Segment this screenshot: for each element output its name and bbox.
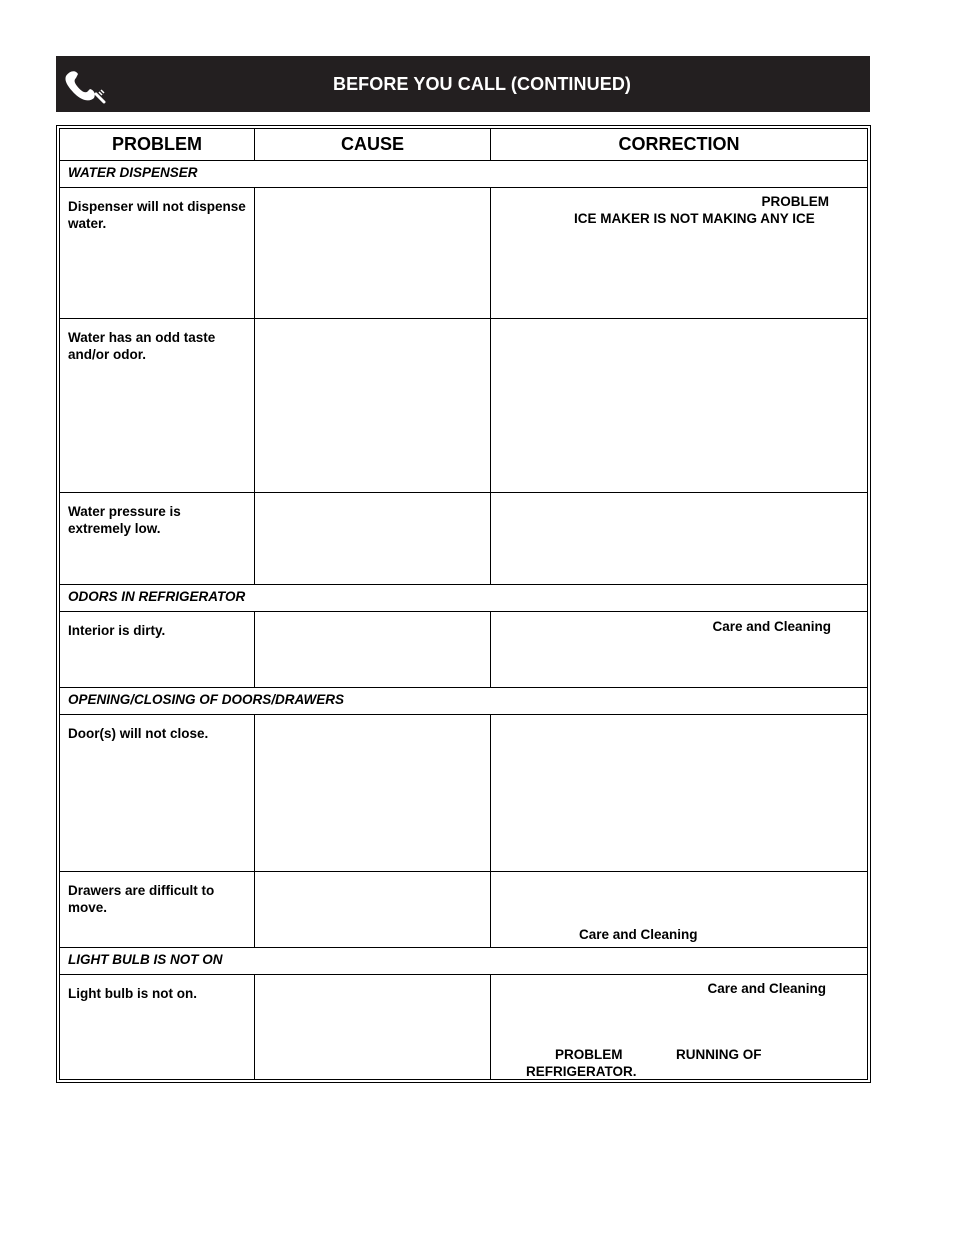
section-title-light-bulb: LIGHT BULB IS NOT ON bbox=[60, 948, 868, 975]
correction-text: Care and Cleaning bbox=[707, 981, 826, 996]
column-header-correction: CORRECTION bbox=[491, 129, 868, 161]
cause-cell bbox=[255, 872, 491, 948]
column-header-cause: CAUSE bbox=[255, 129, 491, 161]
section-title-odors: ODORS IN REFRIGERATOR bbox=[60, 585, 868, 612]
problem-cell: Interior is dirty. bbox=[60, 612, 255, 688]
correction-cell bbox=[491, 493, 868, 585]
problem-cell: Drawers are difficult to move. bbox=[60, 872, 255, 948]
correction-text: Care and Cleaning bbox=[579, 927, 698, 942]
cause-cell bbox=[255, 188, 491, 319]
correction-cell bbox=[491, 975, 868, 1080]
problem-cell: Light bulb is not on. bbox=[60, 975, 255, 1080]
table-row bbox=[60, 975, 868, 1080]
correction-text: ICE MAKER IS NOT MAKING ANY ICE bbox=[574, 211, 815, 226]
problem-cell: Water has an odd taste and/or odor. bbox=[60, 319, 255, 493]
correction-text: Care and Cleaning bbox=[712, 619, 831, 634]
correction-text: RUNNING OF bbox=[676, 1047, 762, 1062]
cause-cell bbox=[255, 975, 491, 1080]
correction-cell bbox=[491, 612, 868, 688]
table-row bbox=[60, 612, 868, 688]
table-row bbox=[60, 319, 868, 493]
correction-text: REFRIGERATOR. bbox=[526, 1064, 637, 1079]
column-header-problem: PROBLEM bbox=[60, 129, 255, 161]
problem-cell: Door(s) will not close. bbox=[60, 715, 255, 872]
page-title: BEFORE YOU CALL (CONTINUED) bbox=[332, 74, 632, 94]
cause-cell bbox=[255, 715, 491, 872]
table-row bbox=[60, 715, 868, 872]
cause-cell bbox=[255, 493, 491, 585]
correction-cell bbox=[491, 319, 868, 493]
correction-cell bbox=[491, 715, 868, 872]
problem-cell: Water pressure is extremely low. bbox=[60, 493, 255, 585]
correction-cell bbox=[491, 872, 868, 948]
cause-cell bbox=[255, 319, 491, 493]
section-title-doors-drawers: OPENING/CLOSING OF DOORS/DRAWERS bbox=[60, 688, 868, 715]
table-row bbox=[60, 188, 868, 319]
table-row bbox=[60, 493, 868, 585]
correction-cell bbox=[491, 188, 868, 319]
cause-cell bbox=[255, 612, 491, 688]
correction-text: PROBLEM bbox=[555, 1047, 623, 1062]
troubleshooting-table bbox=[56, 125, 871, 1083]
problem-cell: Dispenser will not dispense water. bbox=[60, 188, 255, 319]
correction-text: PROBLEM bbox=[761, 194, 829, 209]
table-row bbox=[60, 872, 868, 948]
header-bar bbox=[56, 56, 870, 112]
section-title-water-dispenser: WATER DISPENSER bbox=[60, 161, 868, 188]
